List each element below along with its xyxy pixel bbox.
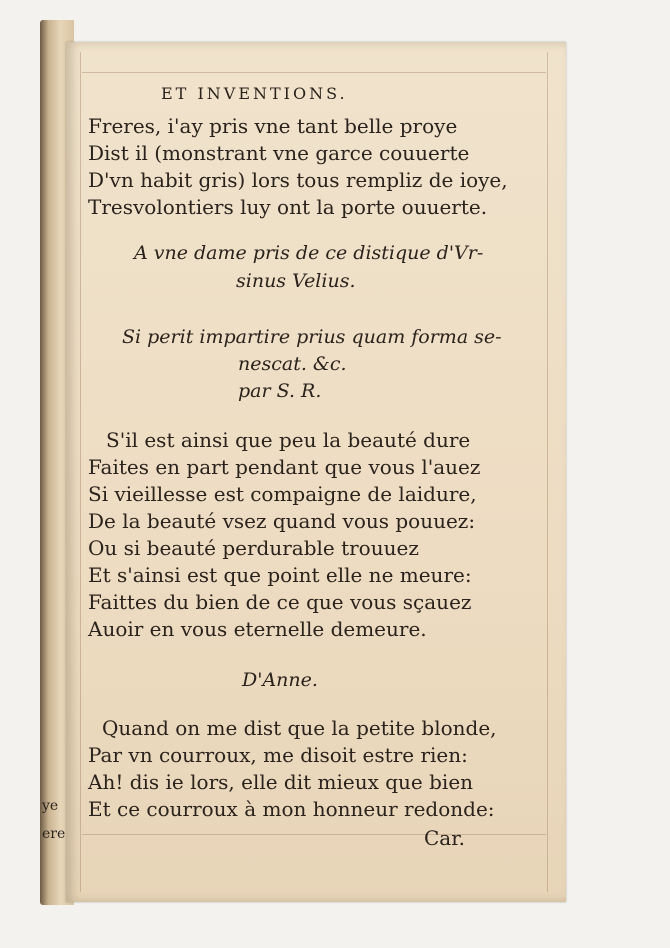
- verse-line: Dist il (monstrant vne garce couuerte: [88, 141, 470, 165]
- verse-line: Ah! dis ie lors, elle dit mieux que bien: [88, 770, 474, 794]
- verse-line: Faites en part pendant que vous l'auez: [88, 455, 481, 479]
- verse-line: Tresvolontiers luy ont la porte ouuerte.: [88, 195, 488, 219]
- ruled-line-bottom: [82, 834, 546, 835]
- latin-epigraph: Si perit impartire prius quam forma se-: [122, 326, 502, 348]
- book-page: [66, 42, 566, 902]
- verse-line: S'il est ainsi que peu la beauté dure: [106, 428, 471, 452]
- verse-line: Freres, i'ay pris vne tant belle proye: [88, 114, 458, 138]
- poem-title: sinus Velius.: [236, 270, 356, 292]
- verse-line: D'vn habit gris) lors tous rempliz de ioye,: [88, 168, 508, 192]
- verse-line: De la beauté vsez quand vous pouuez:: [88, 509, 476, 533]
- verse-line: Par vn courroux, me disoit estre rien:: [88, 743, 468, 767]
- poem-title: A vne dame pris de ce distique d'Vr-: [134, 242, 484, 264]
- verse-line: Quand on me dist que la petite blonde,: [102, 716, 497, 740]
- adjacent-page-fragment: ere: [42, 826, 66, 842]
- ruled-line-left: [80, 52, 81, 892]
- verse-line: Ou si beauté perdurable trouuez: [88, 536, 419, 560]
- verse-line: Faittes du bien de ce que vous sçauez: [88, 590, 472, 614]
- ruled-line-right: [547, 52, 548, 892]
- poem-title: D'Anne.: [242, 669, 318, 691]
- ruled-line-top: [82, 72, 546, 73]
- latin-epigraph: nescat. &c.: [238, 353, 347, 375]
- verse-line: Si vieillesse est compaigne de laidure,: [88, 482, 477, 506]
- catchword: Car.: [424, 826, 465, 850]
- verse-line: Et ce courroux à mon honneur redonde:: [88, 797, 495, 821]
- verse-line: Et s'ainsi est que point elle ne meure:: [88, 563, 472, 587]
- verse-line: Auoir en vous eternelle demeure.: [88, 617, 427, 641]
- adjacent-page-fragment: ye: [42, 798, 59, 814]
- attribution: par S. R.: [238, 380, 322, 402]
- running-header: ET INVENTIONS.: [161, 84, 348, 103]
